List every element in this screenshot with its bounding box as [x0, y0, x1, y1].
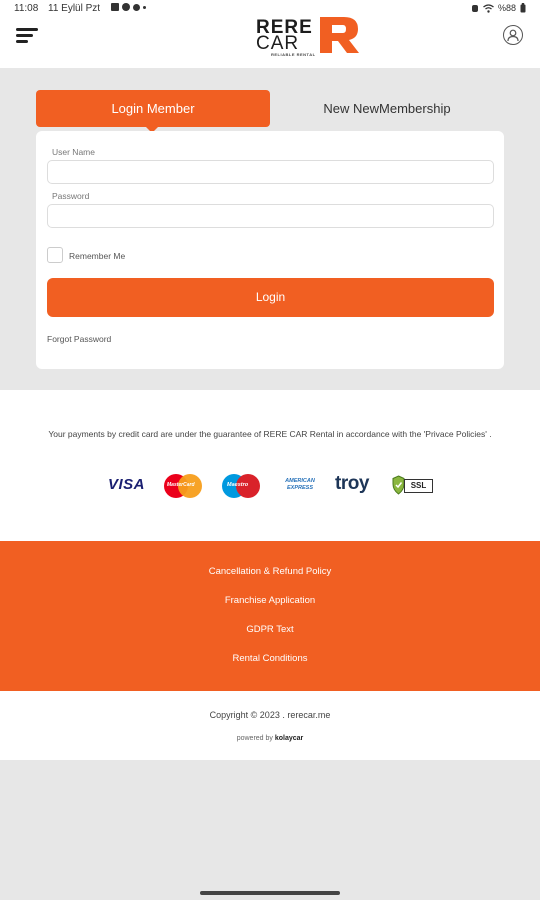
tab-new-membership[interactable]: New NewMembership: [323, 101, 451, 116]
password-label: Password: [52, 191, 90, 201]
notification-icons: [111, 3, 146, 11]
maestro-logo-icon: [222, 473, 262, 499]
username-label: User Name: [52, 147, 95, 157]
powered-by-brand: kolaycar: [274, 735, 304, 742]
powered-by-prefix: powered by: [236, 735, 273, 742]
payment-section: [0, 390, 540, 541]
status-time: 11:08: [14, 3, 39, 14]
battery-icon: [520, 3, 526, 13]
login-button[interactable]: Login: [47, 278, 494, 317]
battery-level: %88: [497, 3, 516, 13]
mastercard-logo-icon: [164, 473, 204, 499]
logo-text-rere: RERE: [256, 17, 313, 38]
tab-login-member[interactable]: Login Member: [36, 90, 270, 127]
app-notification-icon: [122, 3, 130, 11]
more-notifications-icon: [143, 6, 146, 9]
copyright-section: [0, 691, 540, 760]
logo-tagline: RELIABLE RENTAL: [271, 52, 316, 57]
login-form-card: [36, 131, 504, 369]
link-franchise-application[interactable]: Franchise Application: [224, 595, 316, 606]
link-rental-conditions[interactable]: Rental Conditions: [232, 653, 308, 664]
sync-notification-icon: [133, 4, 140, 11]
remember-me-checkbox[interactable]: [47, 247, 63, 263]
amex-logo-icon: [281, 478, 319, 504]
user-account-icon[interactable]: [503, 25, 523, 45]
powered-by[interactable]: [0, 735, 540, 742]
password-input[interactable]: [47, 204, 494, 228]
payment-notice: Your payments by credit card are under the guarantee of RERE CAR Rental in accordance with the 'Privace Policies' .: [48, 429, 492, 439]
troy-logo-icon: troy: [335, 473, 369, 494]
amex-line1: AMERICAN: [285, 478, 315, 484]
status-date: 11 Eylül Pzt: [48, 3, 101, 14]
wifi-icon: [483, 4, 494, 13]
logo-text-car: CAR: [256, 33, 300, 54]
app-header: [0, 18, 540, 68]
menu-icon[interactable]: [16, 27, 38, 43]
image-notification-icon: [111, 3, 119, 11]
payment-card-logos: [0, 473, 540, 499]
ssl-badge-icon: [392, 473, 434, 499]
username-input[interactable]: [47, 160, 494, 184]
ssl-label: SSL: [404, 479, 433, 493]
visa-logo-icon: VISA: [108, 476, 146, 493]
mastercard-label: MasterCard: [167, 482, 195, 488]
copyright-text: Copyright © 2023 . rerecar.me: [209, 710, 331, 720]
alarm-icon: [471, 4, 479, 13]
link-cancellation-policy[interactable]: Cancellation & Refund Policy: [208, 566, 332, 577]
amex-line2: EXPRESS: [287, 485, 313, 491]
system-icons: [471, 3, 526, 13]
logo-r-mark-icon: [318, 17, 360, 53]
link-gdpr-text[interactable]: GDPR Text: [246, 624, 294, 635]
rerecar-logo[interactable]: [256, 13, 362, 59]
gesture-nav-handle[interactable]: [200, 891, 340, 895]
maestro-label: Maestro: [227, 482, 249, 488]
login-tabs: [36, 90, 504, 128]
footer-links: [0, 541, 540, 691]
forgot-password-link[interactable]: Forgot Password: [47, 334, 112, 344]
remember-me-label[interactable]: Remember Me: [69, 251, 126, 261]
